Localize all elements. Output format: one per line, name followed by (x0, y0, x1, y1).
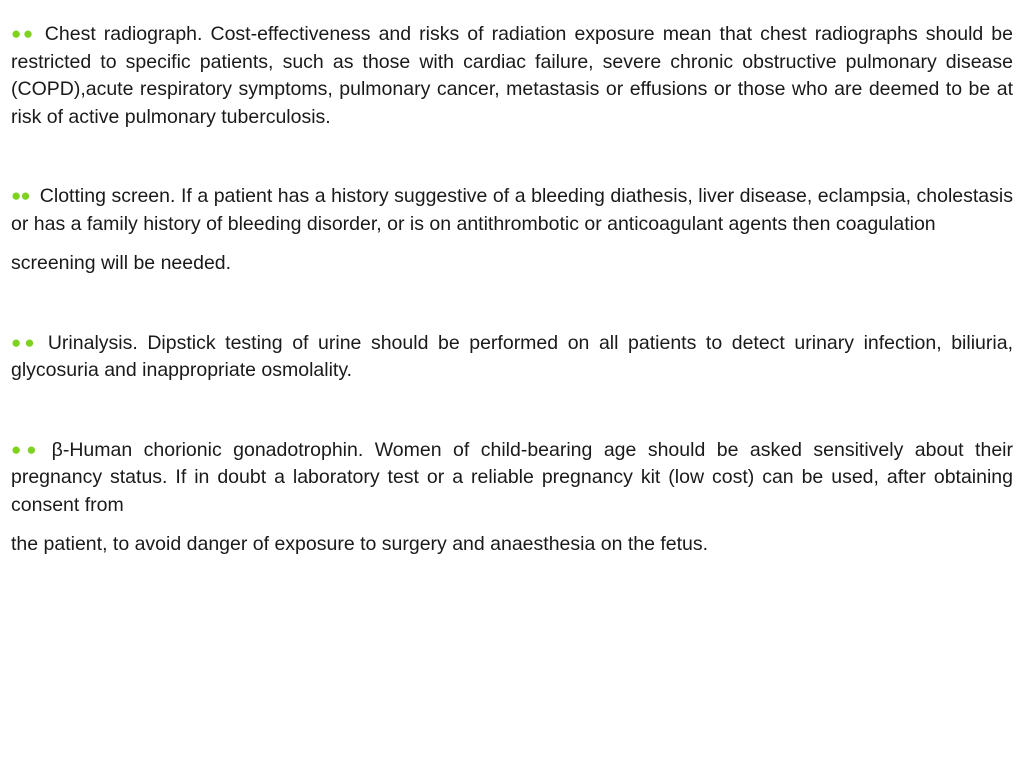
bullet-item-chest-radiograph (11, 21, 1013, 131)
paragraph-text: Urinalysis. Dipstick testing of urine should be performed on all patients to detect urinary infection, biliuria, glycosuria and inappropriate osmolality. (11, 331, 1013, 381)
bullet-icon: ●● (11, 439, 42, 459)
bullet-icon: ●● (11, 332, 38, 352)
paragraph-continuation: the patient, to avoid danger of exposure to surgery and anaesthesia on the fetus. (11, 533, 709, 555)
paragraph-text: Clotting screen. If a patient has a history suggestive of a bleeding diathesis, liver disease, eclampsia, cholestasis or has a family history of bleeding disorder, or is on antithrombotic or anticoagulant agents then coagulation (11, 185, 1013, 235)
bullet-item-beta-hcg (11, 437, 1013, 559)
paragraph (11, 21, 1013, 131)
paragraph-continuation: screening will be needed. (11, 252, 232, 274)
bullet-icon: ●● (11, 186, 30, 205)
paragraph-text: β-Human chorionic gonadotrophin. Women of child-bearing age should be asked sensitively about their pregnancy status. If in doubt a laboratory test or a reliable pregnancy kit (low cost) can be used, after obtaining consent from (11, 438, 1013, 516)
paragraph (11, 437, 1013, 520)
bullet-item-clotting-screen (11, 183, 1013, 278)
bullet-icon: ●● (11, 24, 35, 43)
paragraph (11, 183, 1013, 238)
bullet-item-urinalysis (11, 330, 1013, 385)
paragraph (11, 330, 1013, 385)
slide-body (11, 21, 1013, 559)
paragraph-text: Chest radiograph. Cost-effectiveness and risks of radiation exposure mean that chest radiographs should be restricted to specific patients, such as those with cardiac failure, severe chronic obstructive pulmonary disease (COPD),acute respiratory symptoms, pulmonary cancer, metastasis or effusions or those who are deemed to be at risk of active pulmonary tuberculosis. (11, 23, 1013, 128)
